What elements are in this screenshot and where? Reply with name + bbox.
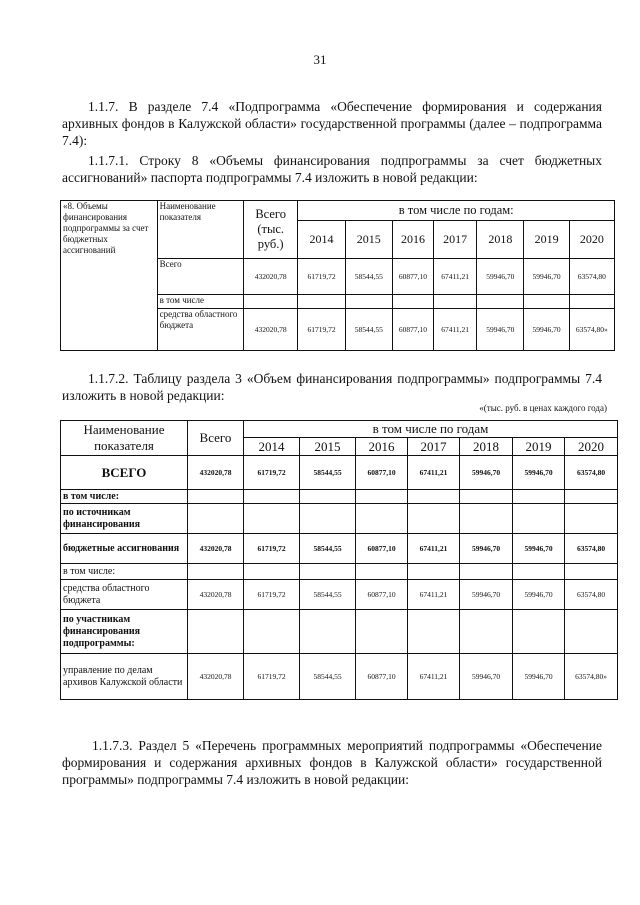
paragraph-1-1-7-2-text: 1.1.7.2. Таблицу раздела 3 «Объем финансирования подпрограммы» подпрограммы 7.4 изложить в новой редакции:: [62, 371, 602, 403]
indicator-name: в том числе:: [61, 490, 188, 504]
year-value: [565, 490, 618, 504]
year-value: [565, 564, 618, 580]
year-value: 60877,10: [356, 534, 408, 564]
indicator-name: управление по делам архивов Калужской области: [61, 654, 188, 700]
year-value: 67411,21: [408, 654, 460, 700]
indicator-name: средства областного бюджета: [157, 309, 243, 351]
year-value: 59946,70: [513, 580, 565, 610]
year-header-2020: 2020: [565, 438, 618, 456]
year-value: [408, 564, 460, 580]
year-value: [356, 610, 408, 654]
year-value: 60877,10: [392, 259, 433, 295]
year-value: 58544,55: [345, 259, 392, 295]
year-value: 58544,55: [345, 309, 392, 351]
total-value: [188, 490, 244, 504]
year-value: [408, 504, 460, 534]
year-header-2018: 2018: [460, 438, 513, 456]
passport-funding-table: [60, 200, 615, 351]
year-value: 67411,21: [434, 259, 477, 295]
total-value: 432020,78: [243, 309, 297, 351]
year-value: [356, 490, 408, 504]
year-value: 61719,72: [298, 259, 345, 295]
year-value: 58544,55: [300, 654, 356, 700]
total-value: [188, 610, 244, 654]
year-value: 63574,80: [565, 456, 618, 490]
year-value: [345, 295, 392, 309]
year-header-2019: 2019: [524, 221, 569, 259]
indicator-name: бюджетные ассигнования: [61, 534, 188, 564]
year-value: [356, 564, 408, 580]
year-value: 63574,80: [569, 259, 614, 295]
year-value: [513, 610, 565, 654]
subprogram-funding-table: [60, 420, 618, 700]
year-value: [460, 610, 513, 654]
paragraph-1-1-7-2: [62, 370, 602, 404]
year-value: [460, 504, 513, 534]
by-year-header: в том числе по годам: [244, 421, 618, 438]
year-value: [244, 504, 300, 534]
indicator-name-header: Наименование показателя: [157, 201, 243, 259]
year-value: 61719,72: [298, 309, 345, 351]
table-row: [61, 580, 618, 610]
year-value: [300, 610, 356, 654]
total-header: Всего: [188, 421, 244, 456]
page-number: 31: [313, 52, 327, 67]
year-value: 59946,70: [524, 259, 569, 295]
paragraph-1-1-7-1: [62, 152, 602, 186]
indicator-name-header: Наименование показателя: [61, 421, 188, 456]
year-header-2015: 2015: [300, 438, 356, 456]
year-value: [524, 295, 569, 309]
year-value: 63574,80»: [569, 309, 614, 351]
total-value: 432020,78: [188, 456, 244, 490]
year-header-2014: 2014: [298, 221, 345, 259]
year-value: 63574,80: [565, 534, 618, 564]
table-row: [61, 504, 618, 534]
year-value: [408, 490, 460, 504]
year-header-2016: 2016: [392, 221, 433, 259]
year-value: [244, 490, 300, 504]
year-value: [565, 504, 618, 534]
year-value: 63574,80»: [565, 654, 618, 700]
total-value: 432020,78: [188, 654, 244, 700]
year-value: [300, 564, 356, 580]
total-value: 432020,78: [243, 259, 297, 295]
year-value: 63574,80: [565, 580, 618, 610]
year-value: [244, 564, 300, 580]
total-value: [188, 564, 244, 580]
year-value: [300, 490, 356, 504]
year-value: 59946,70: [460, 456, 513, 490]
year-value: [300, 504, 356, 534]
row-label-cell: «8. Объемы финансирования подпрограммы за счет бюджетных ассигнований: [61, 201, 158, 351]
year-value: 60877,10: [356, 580, 408, 610]
year-value: [244, 610, 300, 654]
table-row: [61, 534, 618, 564]
year-value: 61719,72: [244, 534, 300, 564]
year-value: 59946,70: [460, 580, 513, 610]
year-value: 67411,21: [434, 309, 477, 351]
year-header-2017: 2017: [408, 438, 460, 456]
year-value: [298, 295, 345, 309]
year-header-2017: 2017: [434, 221, 477, 259]
year-value: 58544,55: [300, 534, 356, 564]
paragraph-1-1-7-1-text: 1.1.7.1. Строку 8 «Объемы финансирования подпрограммы за счет бюджетных ассигнований» паспорта подпрограммы 7.4 изложить в новой редакции:: [62, 153, 602, 185]
total-value: [188, 504, 244, 534]
total-value: 432020,78: [188, 580, 244, 610]
year-value: [565, 610, 618, 654]
year-value: 59946,70: [513, 534, 565, 564]
year-value: 59946,70: [477, 259, 524, 295]
year-value: [477, 295, 524, 309]
year-header-2016: 2016: [356, 438, 408, 456]
total-value: [243, 295, 297, 309]
year-value: 59946,70: [460, 534, 513, 564]
year-value: [434, 295, 477, 309]
table-row: [61, 654, 618, 700]
year-value: 58544,55: [300, 580, 356, 610]
year-value: 67411,21: [408, 456, 460, 490]
year-value: 58544,55: [300, 456, 356, 490]
year-header-2019: 2019: [513, 438, 565, 456]
paragraph-1-1-7: [62, 98, 602, 149]
indicator-name: средства областного бюджета: [61, 580, 188, 610]
year-value: [392, 295, 433, 309]
year-value: [513, 564, 565, 580]
year-header-2015: 2015: [345, 221, 392, 259]
year-value: [460, 564, 513, 580]
year-header-2018: 2018: [477, 221, 524, 259]
paragraph-1-1-7-3: [62, 737, 602, 788]
year-value: 61719,72: [244, 456, 300, 490]
year-value: 59946,70: [524, 309, 569, 351]
table-row: [61, 564, 618, 580]
indicator-name: Всего: [157, 259, 243, 295]
table-row: [61, 456, 618, 490]
by-year-header: в том числе по годам:: [298, 201, 615, 221]
year-value: 59946,70: [477, 309, 524, 351]
indicator-name: в том числе:: [61, 564, 188, 580]
year-value: [569, 295, 614, 309]
year-value: [356, 504, 408, 534]
year-value: [460, 490, 513, 504]
year-value: [408, 610, 460, 654]
total-value: 432020,78: [188, 534, 244, 564]
total-header: Всего (тыс. руб.): [243, 201, 297, 259]
paragraph-1-1-7-text: 1.1.7. В разделе 7.4 «Подпрограмма «Обеспечение формирования и содержания архивных фондов в Калужской области» государственной программы (далее – подпрограмма 7.4):: [62, 99, 602, 148]
year-header-2020: 2020: [569, 221, 614, 259]
paragraph-1-1-7-3-text: 1.1.7.3. Раздел 5 «Перечень программных мероприятий подпрограммы «Обеспечение формирования и содержания архивных фондов в Калужской области» государственной программы» подпрограммы 7.4 изложить в новой редакции:: [62, 738, 602, 787]
indicator-name: ВСЕГО: [61, 456, 188, 490]
unit-note: «(тыс. руб. в ценах каждого года): [479, 403, 607, 413]
year-value: 60877,10: [356, 654, 408, 700]
year-value: 61719,72: [244, 654, 300, 700]
year-value: 61719,72: [244, 580, 300, 610]
year-value: 60877,10: [392, 309, 433, 351]
year-value: 60877,10: [356, 456, 408, 490]
year-value: 67411,21: [408, 580, 460, 610]
indicator-name: в том числе: [157, 295, 243, 309]
year-value: [513, 504, 565, 534]
indicator-name: по источникам финансирования: [61, 504, 188, 534]
year-value: 59946,70: [513, 456, 565, 490]
table-row: [61, 490, 618, 504]
year-header-2014: 2014: [244, 438, 300, 456]
year-value: [513, 490, 565, 504]
year-value: 67411,21: [408, 534, 460, 564]
year-value: 59946,70: [513, 654, 565, 700]
year-value: 59946,70: [460, 654, 513, 700]
indicator-name: по участникам финансирования подпрограммы:: [61, 610, 188, 654]
table-row: [61, 610, 618, 654]
